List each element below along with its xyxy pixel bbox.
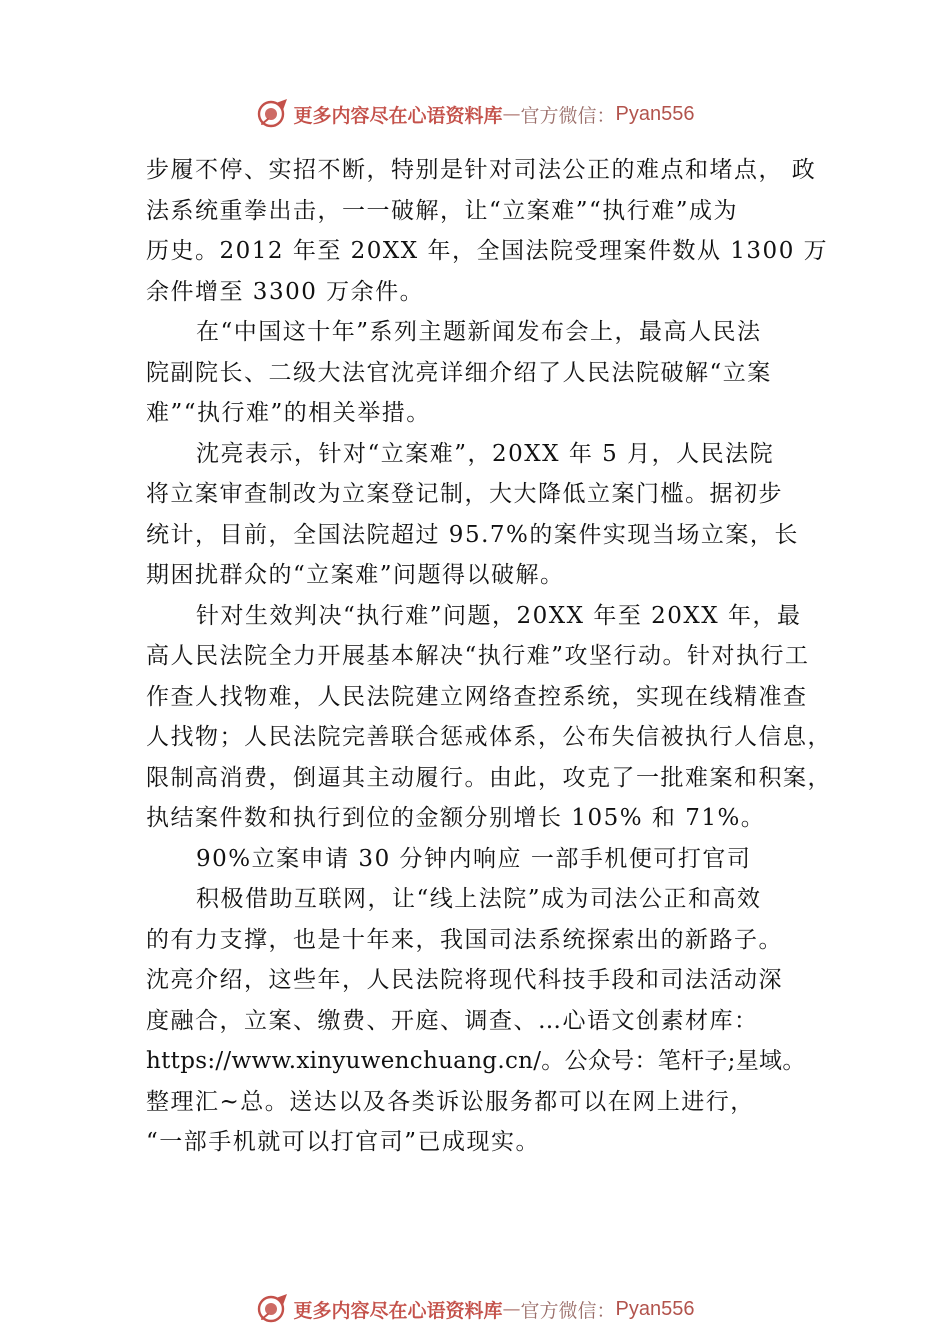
header-official-label: 官方微信： [520,104,616,127]
body-line-9: 将立案审查制改为立案登记制，大大降低立案门槛。据初步 [146,481,783,507]
body-line-25: “一部手机就可以打官司”已成现实。 [146,1129,541,1155]
body-line-24: 整理汇~总。送达以及各类诉讼服务都可以在网上进行， [146,1088,755,1115]
body-line-11: 期困扰群众的“立案难”问题得以破解。 [146,562,565,588]
body-line-17: 执结案件数和执行到位的金额分别增长 105% 和 71%。 [146,805,766,831]
header-wechat-handle: Pyan556 [615,102,695,125]
brand-logo-icon [256,1292,290,1326]
body-line-7: 难”“执行难”的相关举措。 [146,400,431,426]
body-line-10: 统计，目前，全国法院超过 95.7%的案件实现当场立案，长 [146,521,799,548]
body-line-16: 限制高消费，倒逼其主动履行。由此，攻克了一批难案和积案， [146,764,832,791]
body-line-6: 院副院长、二级大法官沈亮详细介绍了人民法院破解“立案 [146,359,772,386]
body-line-21: 沈亮介绍，这些年，人民法院将现代科技手段和司法活动深 [146,967,783,993]
body-line-20: 的有力支撑，也是十年来，我国司法系统探索出的新路子。 [146,926,783,953]
body-line-8: 沈亮表示，针对“立案难”，20XX 年 5 月，人民法院 [196,440,775,467]
section-heading: 90%立案申请 30 分钟内响应 一部手机便可打官司 [196,845,752,872]
header-banner [0,94,950,134]
footer-brand-text: 更多内容尽在心语资料库 [293,1299,503,1322]
footer-official-label: 官方微信： [520,1299,616,1322]
footer-wechat-handle: Pyan556 [615,1297,695,1320]
body-line-14: 作查人找物难，人民法院建立网络查控系统，实现在线精准查 [146,683,808,710]
body-line-22: 度融合，立案、缴费、开庭、调查、…心语文创素材库： [146,1007,759,1034]
brand-logo-icon [256,97,290,131]
body-line-15: 人找物；人民法院完善联合惩戒体系，公布失信被执行人信息， [146,724,832,750]
body-line-1: 步履不停、实招不断，特别是针对司法公正的难点和堵点， 政 [146,157,817,183]
body-line-23: https://www.xinyuwenchuang.cn/。公众号：笔杆子;星域。 [146,1048,806,1074]
footer-dash: — [502,1298,521,1320]
body-line-5: 在“中国这十年”系列主题新闻发布会上，最高人民法 [196,319,762,345]
header-dash: — [502,103,521,125]
footer-banner [0,1289,950,1329]
body-line-19: 积极借助互联网，让“线上法院”成为司法公正和高效 [196,886,762,912]
body-line-12: 针对生效判决“执行难”问题，20XX 年至 20XX 年，最 [196,602,802,629]
body-line-2: 法系统重拳出击，一一破解，让“立案难”“执行难”成为 [146,197,739,224]
body-line-3: 历史。2012 年至 20XX 年，全国法院受理案件数从 1300 万 [146,238,829,264]
body-line-13: 高人民法院全力开展基本解决“执行难”攻坚行动。针对执行工 [146,643,810,669]
body-line-4: 余件增至 3300 万余件。 [146,278,425,305]
document-body [146,150,836,1163]
header-brand-text: 更多内容尽在心语资料库 [293,104,503,127]
